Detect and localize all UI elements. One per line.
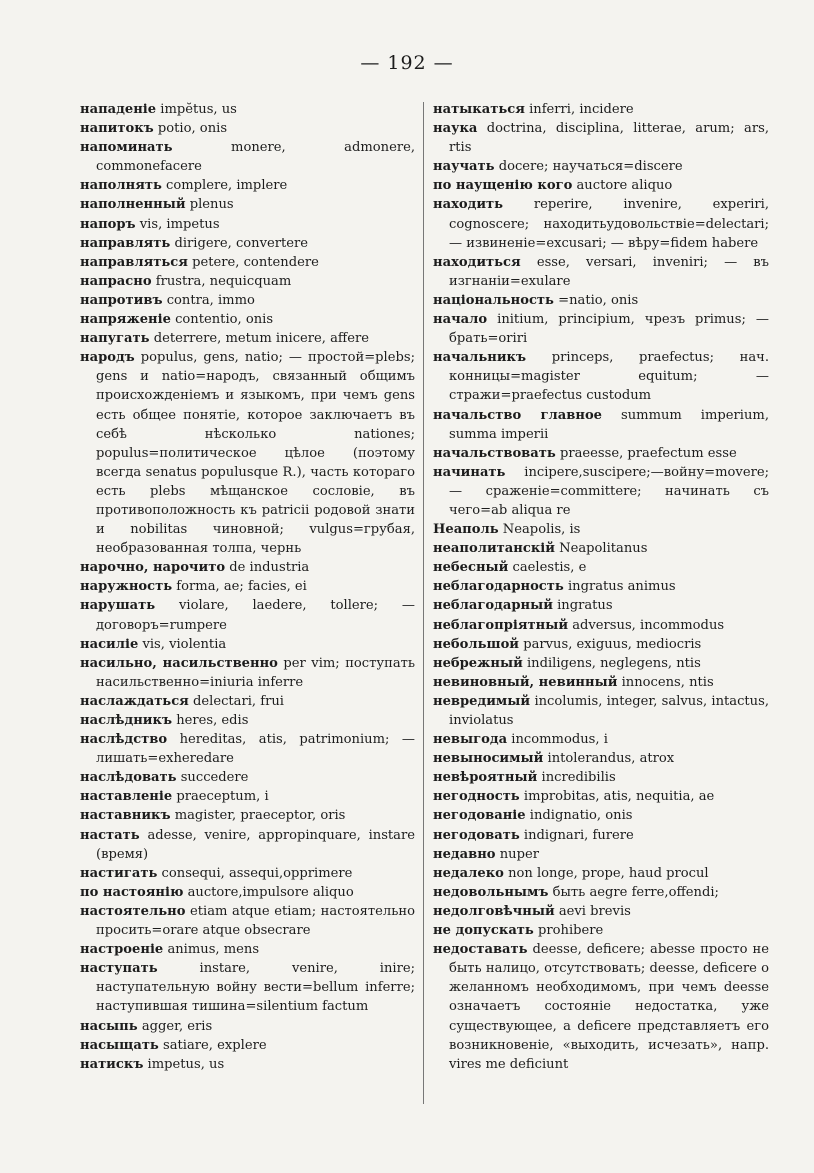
dictionary-entry: [80, 806, 415, 825]
entry-translation: vis, violentia: [142, 636, 227, 652]
entry-headword: негодовать: [433, 827, 520, 843]
entry-headword: натыкаться: [433, 102, 525, 117]
entry-headword: національность: [433, 292, 554, 308]
entry-headword: недоставать: [433, 942, 528, 958]
dictionary-entry: [80, 959, 415, 1016]
entry-translation: parvus, exiguus, mediocris: [523, 636, 702, 652]
entry-headword: нападеніе: [80, 102, 157, 117]
entry-headword: наставленіе: [80, 789, 173, 805]
entry-headword: неблагодарный: [433, 598, 553, 614]
dictionary-entry: [80, 348, 415, 558]
dictionary-entry: [433, 406, 769, 444]
dictionary-entry: [433, 768, 769, 787]
dictionary-entry: [433, 635, 769, 654]
entry-headword: напугать: [80, 331, 150, 347]
entry-headword: по наущенію кого: [433, 178, 573, 194]
entry-headword: начало: [433, 312, 488, 328]
entry-headword: наслѣдовать: [80, 770, 177, 786]
dictionary-entry: [80, 176, 415, 195]
entry-headword: наслаждаться: [80, 693, 189, 709]
entry-translation: adversus, incommodus: [572, 617, 725, 633]
entry-translation: consequi, assequi,opprimere: [161, 865, 353, 881]
entry-translation: doctrina, disciplina, litterae, arum; ars, rtis: [449, 121, 769, 156]
dictionary-entry: [80, 577, 415, 596]
entry-headword: напоминать: [80, 140, 173, 156]
dictionary-entry: [433, 921, 769, 940]
entry-translation: contentio, onis: [175, 312, 274, 328]
entry-headword: наслѣдство: [80, 732, 168, 748]
column-divider: [423, 102, 424, 1104]
dictionary-entry: [80, 558, 415, 577]
entry-headword: направлять: [80, 235, 171, 251]
dictionary-entry: [433, 673, 769, 692]
entry-translation: Neapolitanus: [559, 541, 648, 557]
entry-headword: невиновный, невинный: [433, 674, 618, 690]
entry-translation: praeceptum, i: [176, 789, 269, 805]
entry-headword: по настоянію: [80, 884, 184, 900]
entry-translation: succedere: [180, 770, 249, 786]
entry-headword: негодность: [433, 789, 520, 805]
dictionary-entry: [433, 654, 769, 673]
entry-translation: ingratus animus: [567, 579, 676, 595]
entry-translation: summum imperium, summa imperii: [449, 407, 769, 442]
entry-translation: быть aegre ferre,offendi;: [552, 884, 719, 900]
dictionary-entry: [80, 195, 415, 214]
entry-translation: auctore aliquo: [576, 178, 673, 194]
left-column: [80, 100, 415, 1074]
dictionary-entry: [80, 940, 415, 959]
entry-translation: auctore,impulsore aliquo: [187, 884, 354, 900]
entry-headword: Неаполь: [433, 522, 499, 538]
entry-headword: невѣроятный: [433, 770, 538, 786]
entry-translation: animus, mens: [167, 942, 260, 958]
dictionary-entry: [80, 596, 415, 634]
entry-translation: docere; научаться=discere: [498, 159, 683, 175]
dictionary-entry: [80, 768, 415, 787]
dictionary-entry: [80, 692, 415, 711]
entry-headword: насыщать: [80, 1037, 159, 1053]
entry-headword: наставникъ: [80, 808, 171, 824]
dictionary-entry: [433, 100, 769, 119]
dictionary-entry: [80, 864, 415, 883]
entry-translation: nuper: [499, 846, 539, 862]
dictionary-entry: [80, 253, 415, 272]
entry-translation: inferri, incidere: [529, 102, 634, 117]
dictionary-entry: [433, 195, 769, 252]
entry-translation: praeesse, praefectum esse: [559, 445, 737, 461]
page-number: — 192 —: [360, 52, 454, 74]
entry-translation: satiare, explere: [163, 1037, 267, 1053]
dictionary-entry: [80, 100, 415, 119]
dictionary-entry: [433, 806, 769, 825]
entry-translation: instare, venire, inire; наступательную войну вести=bellum inferre; наступившая тишина=silentium factum: [96, 961, 415, 1015]
dictionary-entry: [80, 119, 415, 138]
dictionary-entry: [433, 176, 769, 195]
entry-translation: initium, principium, чрезъ primus; — брать=oriri: [449, 312, 769, 347]
entry-translation: forma, ae; facies, ei: [176, 579, 307, 595]
entry-translation: potio, onis: [157, 121, 228, 137]
dictionary-entry: [433, 291, 769, 310]
entry-headword: напряженіе: [80, 312, 171, 328]
entry-headword: настигать: [80, 865, 158, 881]
entry-translation: adesse, venire, appropinquare, instare (время): [96, 827, 415, 862]
entry-headword: настроеніе: [80, 942, 164, 958]
entry-headword: неблагодарность: [433, 579, 564, 595]
entry-translation: complere, implere: [166, 178, 288, 194]
entry-translation: impetus, us: [147, 1056, 225, 1072]
entry-translation: prohibere: [537, 923, 604, 939]
entry-headword: негодованіе: [433, 808, 526, 824]
entry-headword: нарушать: [80, 598, 156, 614]
entry-headword: находить: [433, 197, 504, 213]
dictionary-entry: [80, 654, 415, 692]
dictionary-entry: [433, 596, 769, 615]
entry-translation: plenus: [189, 197, 234, 213]
entry-headword: насильно, насильственно: [80, 655, 278, 671]
entry-translation: etiam atque etiam; настоятельно просить=orare atque obsecrare: [96, 903, 415, 939]
entry-headword: научать: [433, 159, 495, 175]
entry-headword: невыгода: [433, 732, 508, 748]
entry-translation: violare, laedere, tollere; — договоръ=rumpere: [96, 598, 415, 633]
entry-headword: недовольнымъ: [433, 884, 549, 900]
entry-translation: frustra, nequicquam: [155, 273, 292, 289]
entry-translation: incredibilis: [541, 770, 616, 786]
entry-headword: насыпь: [80, 1018, 138, 1034]
dictionary-entry: [80, 730, 415, 768]
dictionary-entry: [433, 616, 769, 635]
dictionary-entry: [433, 539, 769, 558]
entry-translation: vis, impetus: [139, 216, 220, 232]
dictionary-entry: [433, 826, 769, 845]
entry-headword: наружность: [80, 579, 173, 595]
entry-headword: недавно: [433, 846, 496, 862]
dictionary-entry: [80, 787, 415, 806]
entry-translation: =natio, onis: [558, 292, 639, 308]
entry-translation: incipere,suscipere;—войну=movere; — сраженіе=committere; начинать съ чего=ab aliqua re: [449, 464, 769, 518]
entry-headword: начинать: [433, 464, 506, 480]
entry-headword: небольшой: [433, 636, 520, 652]
entry-translation: aevi brevis: [558, 903, 631, 919]
entry-translation: de industria: [229, 560, 310, 576]
dictionary-entry: [80, 826, 415, 864]
entry-headword: начальствовать: [433, 445, 556, 461]
dictionary-entry: [80, 234, 415, 253]
entry-translation: incolumis, integer, salvus, intactus, inviolatus: [449, 693, 769, 728]
entry-translation: hereditas, atis, patrimonium; — лишать=exheredare: [96, 732, 415, 767]
entry-headword: настоятельно: [80, 903, 186, 919]
entry-headword: недолговѣчный: [433, 903, 555, 919]
dictionary-entry: [80, 1036, 415, 1055]
dictionary-entry: [433, 310, 769, 348]
entry-translation: magister, praeceptor, oris: [174, 808, 346, 824]
dictionary-entry: [80, 310, 415, 329]
entry-headword: невредимый: [433, 693, 531, 709]
dictionary-entry: [433, 749, 769, 768]
dictionary-entry: [433, 902, 769, 921]
entry-translation: reperire, invenire, experiri, cognoscere; находитьудовольствіе=delectari; — извиненіе=excusari; — вѣру=fidem habere: [449, 197, 769, 251]
dictionary-entry: [433, 883, 769, 902]
right-column: [433, 100, 769, 1074]
entry-headword: наслѣдникъ: [80, 713, 173, 728]
dictionary-entry: [80, 1055, 415, 1074]
dictionary-entry: [433, 558, 769, 577]
entry-translation: princeps, praefectus; нач. конницы=magister equitum; — стражи=praefectus custodum: [449, 350, 770, 404]
entry-translation: petere, contendere: [192, 254, 319, 270]
dictionary-entry: [433, 444, 769, 463]
dictionary-entry: [433, 864, 769, 883]
entry-headword: начальство главное: [433, 407, 603, 423]
entry-headword: напротивъ: [80, 292, 163, 308]
entry-headword: небрежный: [433, 655, 523, 671]
entry-headword: насиліе: [80, 636, 139, 652]
dictionary-entry: [80, 883, 415, 902]
entry-headword: напоръ: [80, 216, 136, 232]
entry-headword: наступать: [80, 961, 158, 977]
entry-translation: caelestis, e: [512, 560, 587, 576]
dictionary-entry: [433, 577, 769, 596]
entry-headword: народъ: [80, 350, 135, 366]
entry-headword: неаполитанскій: [433, 541, 555, 557]
dictionary-entry: [433, 119, 769, 157]
entry-headword: небесный: [433, 560, 509, 576]
dictionary-entry: [80, 291, 415, 310]
entry-headword: начальникъ: [433, 350, 527, 366]
dictionary-entry: [433, 253, 769, 291]
entry-headword: напрасно: [80, 273, 152, 289]
dictionary-entry: [80, 215, 415, 234]
entry-translation: esse, versari, inveniri; — въ изгнаніи=exulare: [449, 254, 769, 289]
entry-translation: delectari, frui: [193, 693, 284, 709]
entry-translation: populus, gens, natio; — простой=plebs; gens и natio=народъ, связанный общимъ происхожденіемъ и языкомъ, при чемъ gens есть общее понятіе, которое заключаетъ въ себѣ нѣсколько nationes; populus=политическое цѣлое (поэтому всегда senatus populusque R.), часть котораго есть plebs мѣщанское сословіе, въ противоположность къ patricii родовой знати и nobilitas чиновной; vulgus=грубая, необразованная толпа, чернь: [96, 350, 416, 557]
entry-translation: non longe, prope, haud procul: [508, 865, 709, 881]
entry-translation: dirigere, convertere: [174, 235, 309, 251]
dictionary-entry: [80, 272, 415, 291]
dictionary-entry: [80, 138, 415, 176]
dictionary-entry: [80, 635, 415, 654]
entry-translation: monere, admonere, commonefacere: [96, 140, 415, 175]
entry-translation: agger, eris: [141, 1018, 213, 1034]
entry-translation: ingratus: [557, 598, 613, 614]
entry-translation: deterrere, metum inicere, affere: [153, 331, 369, 347]
entry-headword: находиться: [433, 254, 521, 270]
entry-headword: не допускать: [433, 923, 534, 939]
entry-headword: направляться: [80, 254, 188, 270]
dictionary-entry: [80, 329, 415, 348]
dictionary-entry: [433, 940, 769, 1074]
entry-headword: настать: [80, 827, 140, 843]
dictionary-entry: [433, 463, 769, 520]
entry-translation: improbitas, atis, nequitia, ae: [523, 789, 715, 805]
entry-translation: deesse, deficere; abesse просто не быть налицо, отсутствовать; deesse, deficere о желанномъ необходимомъ, при чемъ deesse означаетъ состояніе недостатка, уже существующее, a deficere представляетъ его возникновеніе, «выходить, исчезать», напр. vires me deficiunt: [449, 942, 769, 1072]
entry-headword: невыносимый: [433, 751, 544, 767]
entry-translation: intolerandus, atrox: [547, 751, 675, 767]
entry-translation: indiligens, neglegens, ntis: [526, 655, 701, 671]
dictionary-entry: [80, 711, 415, 730]
entry-headword: недалеко: [433, 865, 504, 881]
entry-translation: indignari, furere: [523, 827, 634, 843]
entry-translation: heres, edis: [176, 713, 249, 728]
entry-translation: indignatio, onis: [529, 808, 633, 824]
dictionary-entry: [80, 1017, 415, 1036]
entry-headword: наука: [433, 121, 478, 137]
entry-translation: contra, immo: [166, 292, 255, 308]
entry-translation: per vim; поступать насильственно=iniuria inferre: [96, 655, 415, 690]
entry-headword: нарочно, нарочито: [80, 560, 226, 576]
entry-headword: напитокъ: [80, 121, 154, 137]
dictionary-entry: [433, 348, 769, 405]
dictionary-entry: [433, 845, 769, 864]
dictionary-entry: [433, 157, 769, 176]
entry-translation: incommodus, i: [511, 732, 608, 748]
entry-headword: неблагопріятный: [433, 617, 569, 633]
entry-translation: impĕtus, us: [160, 102, 237, 117]
entry-translation: innocens, ntis: [621, 674, 714, 690]
entry-headword: натискъ: [80, 1056, 144, 1072]
entry-headword: наполненный: [80, 197, 186, 213]
dictionary-entry: [433, 520, 769, 539]
entry-headword: наполнять: [80, 178, 162, 194]
dictionary-entry: [433, 730, 769, 749]
dictionary-entry: [80, 902, 415, 940]
entry-translation: Neapolis, is: [502, 522, 581, 538]
dictionary-entry: [433, 787, 769, 806]
dictionary-entry: [433, 692, 769, 730]
